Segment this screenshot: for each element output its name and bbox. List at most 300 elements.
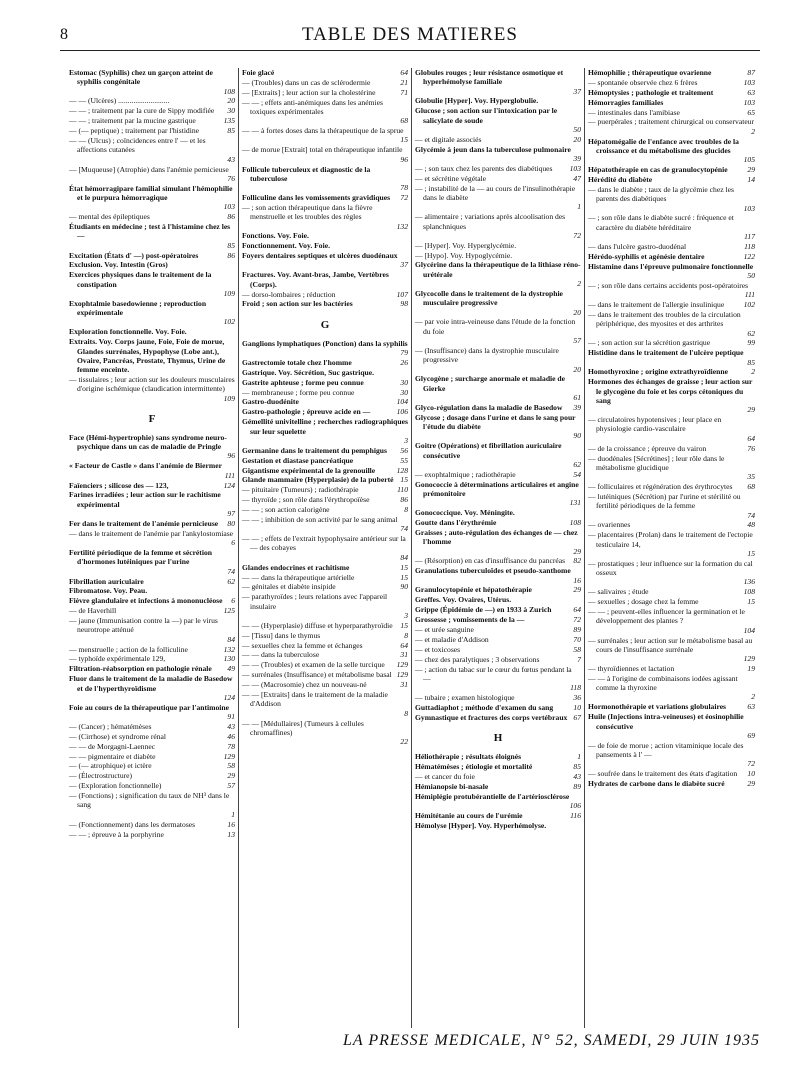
index-entry-text: — placentaires (Prolan) dans le traitement de l'ectopie testiculaire 14, (588, 530, 753, 549)
index-entry-text: Hémolyse [Hyper]. Voy. Hyperhémolyse. (415, 820, 547, 830)
index-entry (69, 586, 235, 595)
index-entry (415, 615, 581, 624)
index-entry-page: 39 (573, 402, 581, 412)
index-entry (415, 645, 581, 654)
index-entry-page: 117 (744, 231, 755, 241)
index-entry-page: 62 (227, 576, 235, 586)
page-number: 8 (60, 26, 68, 43)
index-entry (69, 771, 235, 780)
index-entry-text: — (Exploration fonctionnelle) (69, 781, 162, 791)
index-entry-text: Hémitétanie au cours de l'urémie (415, 810, 523, 820)
index-entry-text: Excitation (États d' —) post-opératoires (69, 250, 199, 260)
index-entry-page: 10 (747, 769, 755, 779)
index-entry-text: Glycémie à jeun dans la tuberculose pulmonaire (415, 144, 571, 154)
index-entry-page: 108 (743, 587, 755, 597)
index-entry-text: Exercices physiques dans le traitement de la constipation (69, 270, 212, 289)
index-entry-text: Grossesse ; vomissements de la — (415, 615, 525, 625)
index-entry-page: 54 (573, 469, 581, 479)
index-entry-page: 72 (573, 615, 581, 625)
index-entry-page: 14 (747, 175, 755, 185)
index-entry (588, 415, 755, 443)
index-entry (415, 241, 581, 250)
index-entry (415, 693, 581, 702)
index-entry-page: 43 (227, 154, 235, 164)
index-entry (69, 529, 235, 548)
index-entry (415, 145, 581, 164)
index-entry-text: Hormonothérapie et variations globulaires (588, 702, 727, 712)
index-entry (242, 251, 408, 270)
index-entry (242, 466, 408, 475)
index-entry-text: — — de Morgagni-Laennec (69, 741, 156, 751)
index-entry (415, 96, 581, 105)
index-entry-page: 55 (400, 455, 408, 465)
index-entry-text: Fer dans le traitement de l'anémie pernicieuse (69, 518, 219, 528)
index-entry-text: — [Tissu] dans le thymus (242, 630, 321, 640)
index-entry (588, 185, 755, 213)
index-entry (415, 811, 581, 820)
index-entry (588, 98, 755, 107)
index-entry-text: Hémiplégie protubérantielle de l'artériosclérose (415, 791, 570, 801)
index-entry-text: — — à l'origine de combinaisons iodées agissant comme la thyroxine (588, 673, 738, 693)
index-entry-text: — lutéiniques (Sécrétion) par l'urine et stérilité ou fertilité périodiques de la femme (588, 491, 741, 511)
index-column-3 (412, 68, 585, 1028)
index-entry-text: Face (Hémi-hypertrophie) sans syndrome neuro-psychique dans un cas de maladie de Pringle (69, 432, 227, 452)
index-entry-text: — ; son rôle dans le diabète sucré : fréquence et caractère du diabète héréditaire (588, 213, 734, 232)
index-entry-text: — (Électrostructure) (69, 771, 133, 781)
index-entry-text: — chez des paralytiques ; 3 observations (415, 654, 540, 664)
index-entry-page: 129 (396, 660, 408, 670)
index-entry-text: — (Troubles) dans un cas de sclérodermie (242, 77, 371, 87)
index-entry-text: — ; action du tabac sur le cœur du fœtus pendant la — (415, 664, 572, 683)
index-entry-text: — puerpérales ; traitement chirurgical ou conservateur (588, 117, 755, 127)
index-entry-page: 64 (400, 640, 408, 650)
index-entry-page: 62 (573, 459, 581, 469)
index-entry (69, 461, 235, 480)
index-entry (69, 433, 235, 461)
index-entry-page: 129 (396, 670, 408, 680)
index-entry-page: 124 (223, 480, 235, 490)
index-entry-page: 74 (227, 566, 235, 576)
index-entry (588, 242, 755, 251)
index-entry-page: 2 (751, 692, 755, 702)
section-letter: H (493, 732, 503, 745)
index-entry (69, 752, 235, 761)
index-entry-text: Étudiants en médecine ; test à l'histamine chez les — (69, 222, 231, 241)
index-entry-page: 72 (573, 230, 581, 240)
index-entry (69, 830, 235, 839)
index-entry-page: 1 (577, 202, 581, 212)
index-entry-text: Follicule tuberculeux et diagnostic de la tuberculose (242, 164, 371, 183)
index-entry-text: — — ; traitement par la cure de Sippy modifiée (69, 106, 215, 116)
index-entry-page: 132 (396, 221, 408, 231)
index-entry-page: 76 (747, 443, 755, 453)
index-entry (588, 310, 755, 338)
index-entry (242, 358, 408, 367)
index-entry-page: 64 (400, 68, 408, 77)
index-entry (588, 213, 755, 241)
index-entry-text: — dans le traitement des troubles de la circulation périphérique, des myosites et des arthrites (588, 309, 741, 329)
index-entry (588, 492, 755, 520)
index-entry (242, 98, 408, 126)
index-entry (242, 145, 408, 164)
index-entry-text: — — dans la thérapeutique artérielle (242, 572, 355, 582)
index-entry-text: Hémophilie ; thérapeutique ovarienne (588, 68, 712, 77)
index-entry (415, 346, 581, 374)
index-entry-text: Glandes endocrines et rachitisme (242, 562, 350, 572)
index-entry-page: 89 (573, 625, 581, 635)
index-entry (415, 752, 581, 761)
index-entry-text: — ovariennes (588, 520, 631, 530)
index-entry-page: 122 (743, 251, 755, 261)
index-entry (242, 270, 408, 289)
index-entry-page: 15 (747, 597, 755, 607)
index-entry-text: Froid ; son action sur les bactéries (242, 299, 353, 309)
index-entry-text: Glande mammaire (Hyperplasie) de la puberté (242, 475, 394, 485)
index-entry-page: 20 (573, 307, 581, 317)
index-entry-text: Foie glacé (242, 68, 275, 77)
index-entry-text: — intestinales dans l'amibiase (588, 107, 680, 117)
index-entry-text: Histidine dans le traitement de l'ulcère peptique (588, 348, 744, 358)
index-entry-text: — dans le diabète ; taux de la glycémie chez les parents des diabétiques (588, 184, 734, 204)
index-entry-text: Hémianopsie bi-nasale (415, 781, 489, 791)
index-entry (415, 413, 581, 441)
index-entry-text: Homothyroxine ; origine extrathyroïdienne (588, 367, 728, 377)
index-entry-text: Faïenciers ; silicose des — 123, (69, 480, 169, 490)
index-entry-text: Goitre (Opérations) et fibrillation auriculaire consécutive (415, 441, 562, 460)
index-entry-text: — dans le traitement de l'anémie par l'ankylostomiase (69, 528, 234, 538)
index-entry-text: Gastrite aphteuse ; forme peu connue (242, 377, 364, 387)
index-entry-page: 2 (751, 367, 755, 377)
index-entry-text: — (Fonctions) ; signification du taux de NH³ dans le sang (69, 791, 230, 810)
index-entry-text: — et toxicoses (415, 644, 461, 654)
index-entry-page: 86 (400, 495, 408, 505)
index-entry (415, 605, 581, 614)
index-entry-page: 19 (747, 664, 755, 673)
index-entry (69, 548, 235, 576)
index-entry-page: 104 (743, 625, 755, 635)
index-entry-page: 129 (743, 654, 755, 664)
index-entry-page: 90 (573, 431, 581, 441)
index-entry-text: Fièvre glandulaire et infections à mononucléose (69, 596, 223, 606)
index-entry-text: Exclusion. Voy. Intestin (Gros) (69, 260, 168, 270)
index-entry (415, 289, 581, 317)
index-entry-text: Foie au cours de la thérapeutique par l'antimoine (69, 702, 229, 712)
index-entry-text: Gastrique. Voy. Sécrétion, Suc gastrique. (242, 367, 375, 377)
index-entry (415, 665, 581, 693)
index-entry-text: Hérédo-syphilis et agénésie dentaire (588, 251, 705, 261)
index-entry-page: 31 (400, 650, 408, 660)
index-entry-text: — — ; effets anti-anémiques dans les anémies toxiques expérimentales (242, 97, 383, 116)
index-entry (588, 300, 755, 309)
index-entry-page: 57 (573, 336, 581, 346)
index-entry-text: — prostatiques ; leur influence sur la formation du cal osseux (588, 558, 753, 578)
index-entry (588, 520, 755, 529)
index-entry-text: — et sécrétine végétale (415, 173, 487, 183)
index-entry-text: Hormones des échanges de graisse ; leur action sur le glycogène du foie et les corps cétoniques du sang (588, 377, 753, 405)
index-entry-text: — dans l'ulcère gastro-duodénal (588, 241, 687, 251)
index-entry-page: 118 (570, 683, 581, 693)
index-entry-page: 1 (577, 752, 581, 762)
index-entry-text: Hépatothérapie en cas de granulocytopénie (588, 165, 728, 175)
index-entry (69, 299, 235, 327)
index-entry-page: 36 (573, 693, 581, 703)
index-entry-text: Gastro-pathologie ; épreuve acide en — (242, 407, 371, 417)
index-entry-page: 63 (747, 702, 755, 712)
index-entry-page: 7 (577, 654, 581, 664)
index-entry (415, 508, 581, 517)
index-entry-text: Fractures. Voy. Avant-bras, Jambe, Vertèbres (Corps). (242, 270, 389, 289)
index-entry-page: 61 (573, 393, 581, 402)
index-entry-text: Graisses ; auto-régulation des échanges de — chez l'homme (415, 527, 578, 547)
index-entry-page: 31 (400, 680, 408, 690)
index-entry (588, 587, 755, 596)
index-entry-page: 106 (396, 407, 408, 417)
index-entry (242, 505, 408, 514)
index-entry-text: — — (Hyperplasie) diffuse et hyperparathyroïdie (242, 620, 393, 630)
index-entry-text: — tissulaires ; leur action sur les douleurs musculaires d'origine ischémique (claudication intermittente) (69, 375, 235, 394)
index-columns (66, 68, 782, 1028)
index-entry-text: — mental des épileptiques (69, 212, 150, 222)
index-entry-text: — menstruelle ; action de la folliculine (69, 644, 188, 654)
index-entry (415, 403, 581, 412)
index-entry (242, 126, 408, 145)
index-entry-page: 86 (227, 250, 235, 260)
index-entry (69, 375, 235, 403)
index-entry (69, 664, 235, 673)
section-letter: F (148, 412, 156, 425)
index-entry-page: 118 (744, 241, 755, 251)
index-entry (415, 556, 581, 565)
index-entry-page: 79 (400, 348, 408, 358)
index-entry (69, 337, 235, 374)
index-entry (69, 761, 235, 770)
index-entry (415, 782, 581, 791)
index-entry-text: Glucose ; son action sur l'intoxication par le salicylate de soude (415, 106, 558, 125)
index-entry-page: 82 (573, 556, 581, 566)
index-entry-page: 49 (227, 664, 235, 674)
index-entry-text: — (Insuffisance) dans la dystrophie musculaire progressive (415, 345, 559, 365)
index-entry-text: — (Cancer) ; hématémèses (69, 721, 152, 731)
index-entry-text: — — [Extraits] dans le traitement de la maladie d'Addison (242, 690, 388, 709)
index-entry-text: — circulatoires hypotensives ; leur place en physiologie cardio-vasculaire (588, 415, 722, 434)
index-entry (415, 762, 581, 771)
index-entry-text: — ; son action sur la sécrétion gastrique (588, 338, 711, 348)
index-entry (588, 741, 755, 769)
index-entry-text: — — pigmentaire et diabète (69, 751, 156, 761)
index-entry (415, 184, 581, 212)
index-entry-text: — — ; inhibition de son activité par le sang animal (242, 514, 398, 524)
index-entry (69, 106, 235, 115)
index-entry-page: 135 (223, 116, 235, 126)
index-entry (242, 660, 408, 669)
index-entry (69, 251, 235, 260)
index-entry-text: — de la croissance ; épreuve du vairon (588, 443, 707, 453)
index-entry (242, 378, 408, 387)
index-entry-page: 111 (744, 290, 755, 300)
index-entry-text: Gymnastique et fractures des corps vertébraux (415, 712, 568, 722)
index-entry-page: 50 (747, 270, 755, 280)
index-entry-text: Granulocytopénie et hépatothérapie (415, 585, 532, 595)
index-entry (242, 446, 408, 455)
index-entry-text: — [Hyper]. Voy. Hyperglycémie. (415, 240, 517, 250)
index-entry-text: — thyroïde ; son rôle dans l'érythropoïèse (242, 495, 370, 505)
index-entry-text: Histamine dans l'épreuve pulmonaire fonctionnelle (588, 261, 754, 271)
index-entry (415, 518, 581, 527)
index-entry-page: 86 (227, 212, 235, 222)
index-entry-page: 136 (743, 577, 755, 587)
index-entry (69, 136, 235, 164)
index-entry-page: 29 (573, 585, 581, 595)
index-entry-page: 16 (573, 575, 581, 585)
index-entry-text: Fluor dans le traitement de la maladie de Basedow et de l'hyperthyroïdisme (69, 674, 233, 693)
index-entry-page: 69 (747, 730, 755, 740)
index-entry-page: 58 (573, 644, 581, 654)
index-entry-text: Fertilité périodique de la femme et sécrétion d'hormones lutéiniques par l'urine (69, 548, 212, 567)
index-entry (69, 165, 235, 184)
index-entry-text: — parathyroïdes ; leurs relations avec l'appareil insulaire (242, 592, 388, 611)
index-entry (242, 165, 408, 193)
index-entry (69, 674, 235, 702)
index-entry-page: 96 (400, 154, 408, 164)
index-entry (242, 417, 408, 445)
index-entry-page: 125 (223, 606, 235, 616)
index-entry (588, 338, 755, 347)
index-entry (588, 377, 755, 414)
index-entry (415, 772, 581, 781)
index-entry (415, 68, 581, 96)
index-entry-page: 1 (231, 809, 235, 819)
index-entry-text: — salivaires ; étude (588, 587, 649, 597)
index-entry-text: — dorso-lombaires ; réduction (242, 289, 336, 299)
index-entry-page: 109 (223, 393, 235, 403)
index-entry-page: 110 (397, 485, 408, 495)
index-entry (242, 515, 408, 534)
index-entry-text: Fonctionnement. Voy. Foie. (242, 241, 330, 251)
index-entry (242, 475, 408, 484)
index-entry (588, 262, 755, 281)
index-entry (242, 621, 408, 630)
index-entry-text: — dans le traitement de l'allergie insulinique (588, 300, 725, 310)
index-entry (69, 270, 235, 298)
index-entry-text: Filtration-réabsorption en pathologie rénale (69, 664, 212, 674)
index-entry-page: 3 (404, 435, 408, 445)
index-entry-text: — — ; son action calorigène (242, 505, 330, 515)
index-entry (242, 203, 408, 231)
index-entry-page: 21 (400, 77, 408, 87)
index-entry (242, 592, 408, 620)
index-entry-page: 58 (227, 761, 235, 771)
index-entry-text: Grippe (Épidémie de —) en 1933 à Zurich (415, 605, 552, 615)
index-entry-text: Guttadiaphot ; méthode d'examen du sang (415, 702, 554, 712)
index-entry (69, 490, 235, 518)
index-entry (69, 645, 235, 654)
index-entry (588, 165, 755, 174)
index-entry-page: 84 (227, 634, 235, 644)
index-entry (588, 117, 755, 136)
index-entry-text: — (Cirrhose) et syndrome rénal (69, 731, 167, 741)
index-entry-text: Exploration fonctionnelle. Voy. Foie. (69, 327, 187, 337)
index-entry-page: 89 (573, 781, 581, 791)
index-entry (242, 456, 408, 465)
index-entry-text: Hérédité du diabète (588, 175, 653, 185)
index-entry-text: — de foie de morue ; action vitaminique locale des pansements à l' — (588, 740, 744, 760)
index-entry (415, 635, 581, 644)
index-entry-text: — [Hypo]. Voy. Hypoglycémie. (415, 250, 513, 260)
index-entry (69, 606, 235, 615)
index-entry-text: — soufrée dans le traitement des états d'agitation (588, 769, 738, 779)
index-entry (69, 481, 235, 490)
index-entry-text: — — ; peuvent-elles influencer la germination et le développement des plantes ? (588, 607, 745, 626)
index-entry-text: Hydrates de carbone dans le diabète sucré (588, 779, 725, 789)
index-entry-text: — par voie intra-veineuse dans l'étude de la fonction du foie (415, 317, 576, 336)
index-entry (69, 184, 235, 212)
index-entry-page: 48 (747, 520, 755, 530)
index-entry (69, 820, 235, 829)
index-entry-page: 129 (223, 751, 235, 761)
index-entry (588, 674, 755, 702)
index-entry (588, 664, 755, 673)
index-entry-text: Exophtalmie basedowienne ; reproduction expérimentale (69, 298, 207, 318)
index-entry (242, 690, 408, 718)
index-entry-page: 71 (400, 87, 408, 97)
index-entry-text: Globulie [Hyper]. Voy. Hyperglobulie. (415, 96, 539, 106)
index-entry (69, 577, 235, 586)
index-entry-text: Gastro-duodénite (242, 397, 299, 407)
index-entry (242, 495, 408, 504)
index-entry-text: — (Fonctionnement) dans les dermatoses (69, 819, 196, 829)
index-entry (588, 281, 755, 300)
index-entry-page: 85 (573, 762, 581, 772)
index-entry (588, 137, 755, 165)
index-entry-page: 15 (400, 620, 408, 630)
index-entry (242, 650, 408, 659)
index-entry-page: 15 (400, 562, 408, 572)
page-footer: LA PRESSE MEDICALE, N° 52, SAMEDI, 29 JUIN 1935 (342, 1032, 760, 1049)
index-entry-page: 78 (227, 741, 235, 751)
index-entry-page: 80 (227, 518, 235, 528)
index-column-4 (585, 68, 758, 1028)
index-entry-text: — de Haverhill (69, 606, 117, 616)
index-entry (242, 78, 408, 87)
index-entry-text: Glyco-régulation dans la maladie de Basedow (415, 402, 563, 412)
index-entry-text: — ; instabilité de la — au cours de l'insulinothérapie dans le diabète (415, 183, 576, 203)
index-entry (69, 212, 235, 221)
section-letter: G (320, 318, 330, 331)
index-entry (415, 480, 581, 508)
index-entry-text: — — ; effets de l'extrait hypophysaire antérieur sur la — des cobayes (242, 534, 406, 553)
index-entry-page: 20 (573, 364, 581, 374)
index-entry (588, 175, 755, 184)
index-entry-text: — et digitale associés (415, 134, 482, 144)
index-entry-page: 22 (400, 737, 408, 747)
index-entry (415, 792, 581, 811)
index-entry-page: 90 (400, 582, 408, 592)
index-entry-page: 10 (573, 702, 581, 712)
index-entry-text: Hépatomégalie de l'enfance avec troubles de la croissance et du métabolisme des glucides (588, 136, 739, 155)
index-entry-page: 108 (223, 86, 235, 96)
index-entry-page: 3 (404, 610, 408, 620)
index-entry-text: — surrénales (Insuffisance) et métabolisme basal (242, 670, 392, 680)
index-entry-page: 56 (400, 445, 408, 455)
index-entry (242, 719, 408, 747)
index-entry-text: — et cancer du foie (415, 771, 475, 781)
index-entry-text: Gestation et diastase pancréatique (242, 455, 354, 465)
index-entry-page: 20 (573, 134, 581, 144)
index-entry (588, 712, 755, 740)
index-entry-text: — — (Ulcus) ; coïncidences entre l' — et les affections cutanées (69, 136, 206, 155)
index-entry-page: 8 (404, 630, 408, 640)
index-entry (242, 241, 408, 250)
